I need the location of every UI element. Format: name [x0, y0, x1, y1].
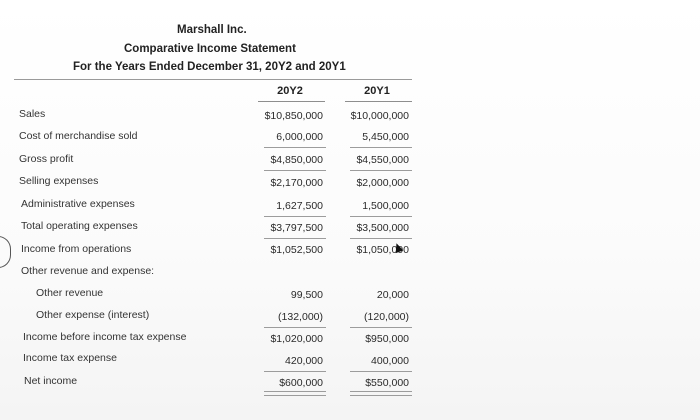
column-header-underline-20y1 — [345, 101, 412, 102]
value-income-from-operations-20y1: $1,050,000 — [356, 244, 409, 256]
row-label-gross-profit: Gross profit — [19, 153, 74, 165]
underline — [264, 147, 326, 148]
row-label-total-operating-expenses: Total operating expenses — [21, 220, 138, 232]
value-income-before-income-tax-expense-20y1: $950,000 — [365, 333, 409, 345]
double-underline — [264, 391, 326, 396]
row-label-other-expense-interest: Other expense (interest) — [36, 309, 150, 321]
value-other-expense-interest-20y1: (120,000) — [364, 311, 409, 323]
value-total-operating-expenses-20y1: $3,500,000 — [356, 222, 409, 234]
value-net-income-20y1: $550,000 — [365, 377, 409, 389]
value-income-tax-expense-20y1: 400,000 — [371, 355, 409, 367]
value-sales-20y1: $10,000,000 — [350, 110, 409, 122]
value-income-from-operations-20y2: $1,052,500 — [270, 244, 323, 256]
row-label-sales: Sales — [19, 108, 46, 120]
value-other-revenue-20y1: 20,000 — [376, 289, 409, 301]
underline — [350, 371, 412, 372]
value-administrative-expenses-20y2: 1,627,500 — [276, 200, 323, 212]
value-gross-profit-20y2: $4,850,000 — [270, 154, 323, 166]
row-label-other-revenue: Other revenue — [36, 287, 104, 299]
row-label-income-tax-expense: Income tax expense — [23, 352, 117, 364]
row-label-net-income: Net income — [24, 375, 78, 387]
row-label-income-from-operations: Income from operations — [21, 243, 132, 255]
underline — [350, 170, 412, 171]
value-total-operating-expenses-20y2: $3,797,500 — [270, 222, 323, 234]
column-header-underline-20y2 — [258, 101, 325, 102]
value-income-before-income-tax-expense-20y2: $1,020,000 — [270, 333, 323, 345]
row-label-income-before-income-tax-expense: Income before income tax expense — [23, 331, 187, 343]
row-label-other-revenue-and-expense: Other revenue and expense: — [21, 265, 155, 277]
double-underline — [350, 391, 412, 396]
value-cost-of-merchandise-sold-20y2: 6,000,000 — [276, 131, 323, 143]
value-other-revenue-20y2: 99,500 — [290, 289, 323, 301]
underline — [350, 216, 412, 217]
value-gross-profit-20y1: $4,550,000 — [356, 154, 409, 166]
statement-title: Comparative Income Statement — [124, 43, 296, 55]
column-header-20y2: 20Y2 — [277, 85, 303, 97]
value-other-expense-interest-20y2: (132,000) — [278, 311, 323, 323]
underline — [350, 238, 412, 239]
header-divider — [14, 79, 412, 80]
statement-period: For the Years Ended December 31, 20Y2 and 20Y1 — [73, 61, 346, 73]
underline — [264, 170, 326, 171]
value-net-income-20y2: $600,000 — [279, 377, 323, 389]
bracket-mark — [0, 236, 11, 268]
value-administrative-expenses-20y1: 1,500,000 — [362, 200, 409, 212]
company-name: Marshall Inc. — [177, 24, 247, 36]
row-label-administrative-expenses: Administrative expenses — [21, 198, 135, 210]
value-selling-expenses-20y2: $2,170,000 — [270, 177, 323, 189]
underline — [264, 216, 326, 217]
value-cost-of-merchandise-sold-20y1: 5,450,000 — [362, 131, 409, 143]
value-sales-20y2: $10,850,000 — [264, 110, 323, 122]
underline — [264, 371, 326, 372]
underline — [350, 327, 412, 328]
value-selling-expenses-20y1: $2,000,000 — [356, 177, 409, 189]
underline — [264, 327, 326, 328]
row-label-cost-of-merchandise-sold: Cost of merchandise sold — [19, 130, 138, 142]
underline — [350, 147, 412, 148]
row-label-selling-expenses: Selling expenses — [19, 175, 99, 187]
column-header-20y1: 20Y1 — [364, 85, 390, 97]
underline — [264, 238, 326, 239]
value-income-tax-expense-20y2: 420,000 — [285, 355, 323, 367]
